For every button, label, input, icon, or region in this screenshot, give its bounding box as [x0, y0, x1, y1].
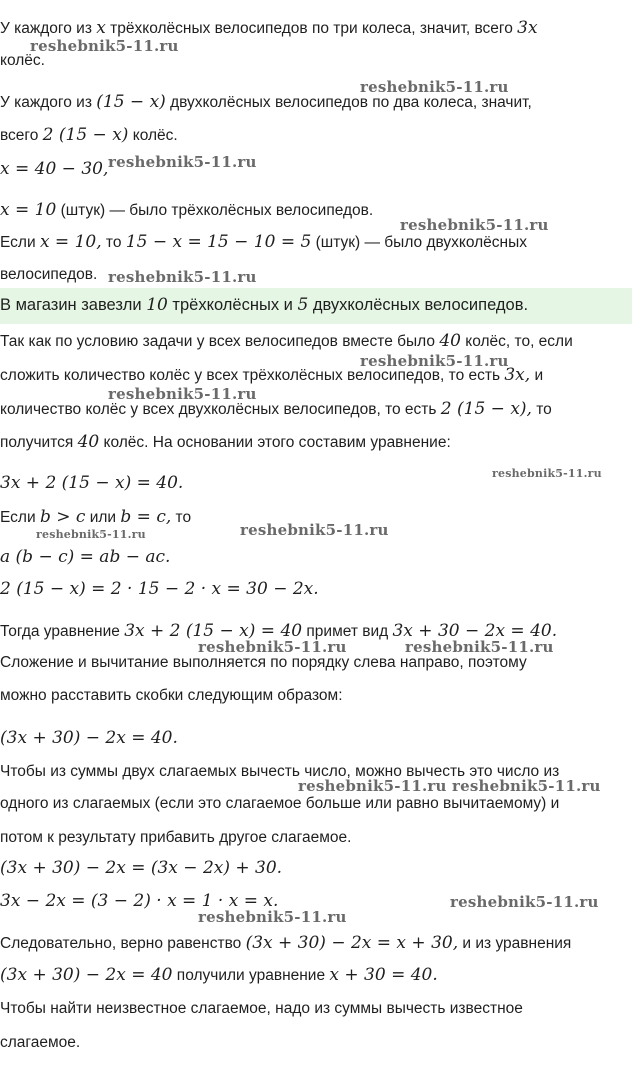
- math-expression: 10: [146, 295, 168, 315]
- math-expression: 3x + 30 − 2x = 40.: [392, 621, 558, 641]
- watermark: reshebnik5-11.ru: [400, 216, 549, 234]
- math-expression: 3x + 2 (15 − x) = 40: [124, 621, 303, 641]
- equation-line: [0, 472, 183, 495]
- math-expression: 2 (15 − x),: [440, 399, 532, 419]
- equation-line: [0, 158, 108, 181]
- text-line: потом к результату прибавить другое слагаемое.: [0, 829, 352, 846]
- equation-line: [0, 857, 282, 880]
- text-line: Чтобы из суммы двух слагаемых вычесть число, можно вычесть это число из: [0, 763, 560, 780]
- math-expression: 3x: [517, 18, 538, 38]
- math-expression: (3x + 30) − 2x = (3x − 2x) + 30.: [0, 858, 283, 878]
- watermark: reshebnik5-11.ru: [240, 521, 389, 539]
- text-line: Следовательно, верно равенство (3x + 30) − 2x = x + 30, и из уравнения: [0, 933, 572, 953]
- watermark: reshebnik5-11.ru: [450, 893, 599, 911]
- text-line: получится 40 колёс. На основании этого составим уравнение:: [0, 432, 451, 452]
- watermark: reshebnik5-11.ru: [36, 528, 146, 541]
- math-expression: 40: [439, 331, 461, 351]
- math-expression: x = 40 − 30,: [0, 159, 109, 179]
- math-expression: x: [96, 18, 106, 38]
- equation-line: [0, 727, 178, 750]
- math-expression: 3x + 2 (15 − x) = 40.: [0, 473, 184, 493]
- math-expression: x + 30 = 40.: [329, 965, 438, 985]
- watermark: reshebnik5-11.ru: [198, 908, 347, 926]
- text-line: колёс.: [0, 52, 45, 69]
- text-line: (3x + 30) − 2x = 40 получили уравнение x + 30 = 40.: [0, 965, 438, 985]
- text-line: Так как по условию задачи у всех велосипедов вместе было 40 колёс, то, если: [0, 331, 573, 351]
- text-line: количество колёс у всех двухколёсных велосипедов, то есть 2 (15 − x), то: [0, 399, 552, 419]
- text-line: велосипедов.: [0, 266, 98, 283]
- math-expression: 40: [77, 432, 100, 452]
- math-expression: 2 (15 − x): [42, 125, 129, 145]
- math-expression: (3x + 30) − 2x = x + 30,: [245, 933, 459, 953]
- math-expression: x = 10: [0, 200, 57, 220]
- watermark: reshebnik5-11.ru: [108, 268, 257, 286]
- text-line: Если b > c или b = c, то: [0, 507, 192, 527]
- watermark: reshebnik5-11.ru: [452, 777, 601, 795]
- watermark: reshebnik5-11.ru: [30, 37, 179, 55]
- text-line: Сложение и вычитание выполняется по порядку слева направо, поэтому: [0, 654, 527, 671]
- text-line: У каждого из (15 − x) двухколёсных велосипедов по два колеса, значит,: [0, 92, 532, 112]
- watermark: reshebnik5-11.ru: [298, 777, 447, 795]
- watermark: reshebnik5-11.ru: [492, 467, 602, 480]
- answer-text: В магазин завезли 10 трёхколёсных и 5 двухколёсных велосипедов.: [0, 295, 529, 315]
- math-expression: 15 − x = 15 − 10 = 5: [125, 232, 312, 252]
- text-line: Чтобы найти неизвестное слагаемое, надо из суммы вычесть известное: [0, 1000, 523, 1017]
- text-line: можно расставить скобки следующим образом:: [0, 687, 343, 704]
- watermark: reshebnik5-11.ru: [360, 78, 509, 96]
- math-expression: (15 − x): [96, 92, 166, 112]
- math-expression: 3x − 2x = (3 − 2) · x = 1 · x = x.: [0, 891, 279, 911]
- math-expression: 3x,: [504, 365, 531, 385]
- math-expression: x = 10,: [39, 232, 102, 252]
- watermark: reshebnik5-11.ru: [108, 385, 257, 403]
- text-line: сложить количество колёс у всех трёхколёсных велосипедов, то есть 3x, и: [0, 365, 544, 385]
- math-expression: b = c,: [120, 507, 172, 527]
- math-expression: (3x + 30) − 2x = 40.: [0, 728, 178, 748]
- math-expression: a (b − c) = ab − ac.: [0, 547, 171, 567]
- text-line: слагаемое.: [0, 1034, 81, 1051]
- text-line: Тогда уравнение 3x + 2 (15 − x) = 40 примет вид 3x + 30 − 2x = 40.: [0, 621, 558, 641]
- text-line: всего 2 (15 − x) колёс.: [0, 125, 178, 145]
- watermark: reshebnik5-11.ru: [405, 638, 554, 656]
- text-line: одного из слагаемых (если это слагаемое больше или равно вычитаемому) и: [0, 795, 560, 812]
- answer-highlight: [0, 288, 632, 324]
- math-expression: 5: [297, 295, 309, 315]
- math-expression: 2 (15 − x) = 2 · 15 − 2 · x = 30 − 2x.: [0, 579, 319, 599]
- text-line: У каждого из x трёхколёсных велосипедов по три колеса, значит, всего 3x: [0, 18, 538, 38]
- equation-line: [0, 578, 319, 601]
- equation-line: [0, 546, 170, 569]
- math-expression: (3x + 30) − 2x = 40: [0, 965, 173, 985]
- text-line: x = 10 (штук) — было трёхколёсных велосипедов.: [0, 200, 374, 220]
- watermark: reshebnik5-11.ru: [360, 352, 509, 370]
- watermark: reshebnik5-11.ru: [108, 153, 257, 171]
- watermark: reshebnik5-11.ru: [198, 638, 347, 656]
- text-line: Если x = 10, то 15 − x = 15 − 10 = 5 (штук) — было двухколёсных: [0, 232, 527, 252]
- math-expression: b > c: [39, 507, 86, 527]
